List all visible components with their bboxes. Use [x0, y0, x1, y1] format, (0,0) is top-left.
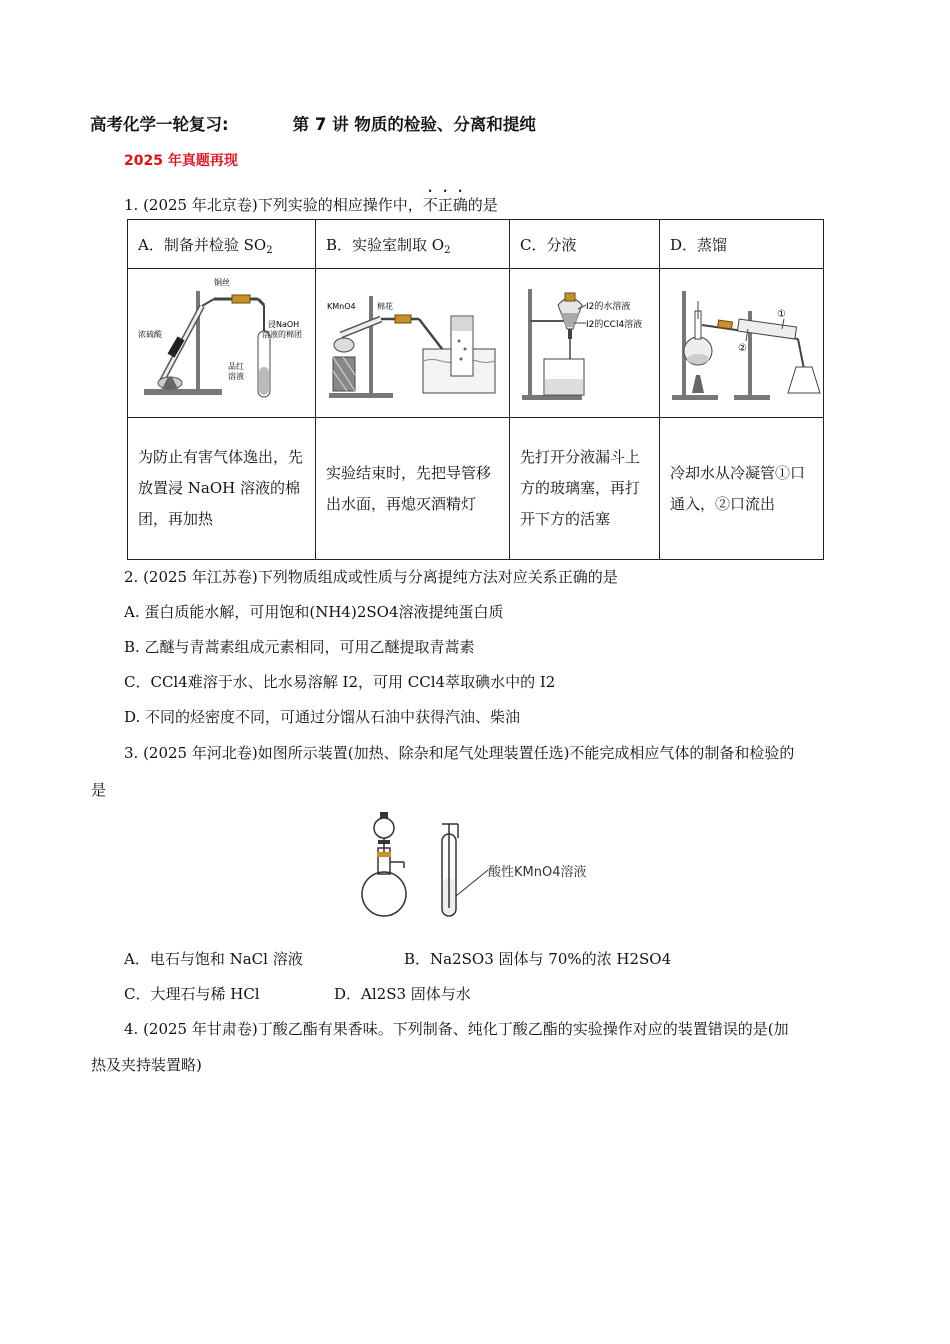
q2-option-b: B. 乙醚与青蒿素组成元素相同，可用乙醚提取青蒿素	[124, 638, 475, 656]
option-d-head: D．蒸馏	[660, 220, 824, 269]
option-a-desc: 为防止有害气体逸出，先放置浸 NaOH 溶液的棉团，再加热	[128, 418, 316, 560]
label-conc-acid: 浓硫酸	[137, 330, 162, 339]
figure-d-cell	[660, 269, 824, 418]
option-c-desc: 先打开分液漏斗上方的玻璃塞，再打开下方的活塞	[510, 418, 660, 560]
q4-stem-line2: 热及夹持装置略)	[91, 1056, 202, 1074]
page-title	[90, 111, 536, 135]
q3-stem-line2: 是	[91, 781, 107, 799]
q4-stem-line1: 4. (2025 年甘肃卷)丁酸乙酯有果香味。下列制备、纯化丁酸乙酯的实验操作对应的装置错误的是(加	[124, 1020, 789, 1038]
q3-option-c: C．大理石与稀 HCl	[124, 985, 260, 1003]
option-b-desc: 实验结束时，先把导管移出水面，再熄灭酒精灯	[316, 418, 510, 560]
option-a-head: A．制备并检验 $SO_2$	[128, 220, 316, 269]
section-title: 2025 年真题再现	[124, 153, 238, 169]
o2-apparatus-figure	[319, 271, 507, 411]
q2-stem: 2. (2025 年江苏卷)下列物质组成或性质与分离提纯方法对应关系正确的是	[124, 568, 618, 586]
q3-option-a: A．电石与饱和 NaCl 溶液	[124, 950, 303, 968]
label-naoh: 浸NaOH	[267, 320, 299, 329]
label-port-1: ①	[776, 309, 786, 320]
lecture-title: 第 7 讲 物质的检验、分离和提纯	[292, 115, 536, 134]
label-red-1: 品红	[227, 362, 244, 371]
distillation-figure	[662, 271, 822, 411]
label-kmno4: KMnO4	[326, 302, 356, 311]
figure-b-cell	[316, 269, 510, 418]
label-i2-ccl4: I2的CCl4溶液	[585, 320, 642, 330]
option-d-desc: 冷却水从冷凝管①口通入，②口流出	[660, 418, 824, 560]
series-title: 高考化学一轮复习:	[90, 115, 229, 134]
label-red-2: 溶液	[227, 372, 244, 381]
separatory-funnel-figure	[512, 271, 658, 411]
label-port-2: ②	[737, 343, 747, 354]
gas-generation-figure	[360, 808, 600, 924]
q3-option-b: B．Na2SO3 固体与 70%的浓 H2SO4	[404, 950, 672, 968]
q2-option-c: C．CCl4难溶于水、比水易溶解 I2，可用 CCl4萃取碘水中的 I2	[124, 673, 556, 691]
label-copper-wire: 铜丝	[213, 278, 230, 287]
label-acid-kmno4: 酸性KMnO4溶液	[488, 865, 587, 880]
q2-option-a: A. 蛋白质能水解，可用饱和(NH4)2SO4溶液提纯蛋白质	[124, 603, 504, 621]
so2-apparatus-figure	[132, 271, 312, 411]
q1-stem: 1. (2025 年北京卷)下列实验的相应操作中，不正确的是	[124, 196, 498, 214]
label-cotton-b: 棉花	[376, 302, 393, 311]
figure-a-cell	[128, 269, 316, 418]
q1-table	[127, 219, 824, 560]
option-c-head: C．分液	[510, 220, 660, 269]
label-cotton: 溶液的棉团	[261, 330, 302, 339]
q3-option-d: D．Al2S3 固体与水	[334, 985, 471, 1003]
q3-stem-line1: 3. (2025 年河北卷)如图所示装置(加热、除杂和尾气处理装置任选)不能完成相应气体的制备和检验的	[124, 744, 795, 762]
option-b-head: B．实验室制取 $O_2$	[316, 220, 510, 269]
q2-option-d: D. 不同的烃密度不同，可通过分馏从石油中获得汽油、柴油	[124, 708, 521, 726]
emphasis-text: 不正确	[422, 196, 468, 214]
label-i2-aqueous: I2的水溶液	[585, 302, 630, 312]
figure-c-cell	[510, 269, 660, 418]
